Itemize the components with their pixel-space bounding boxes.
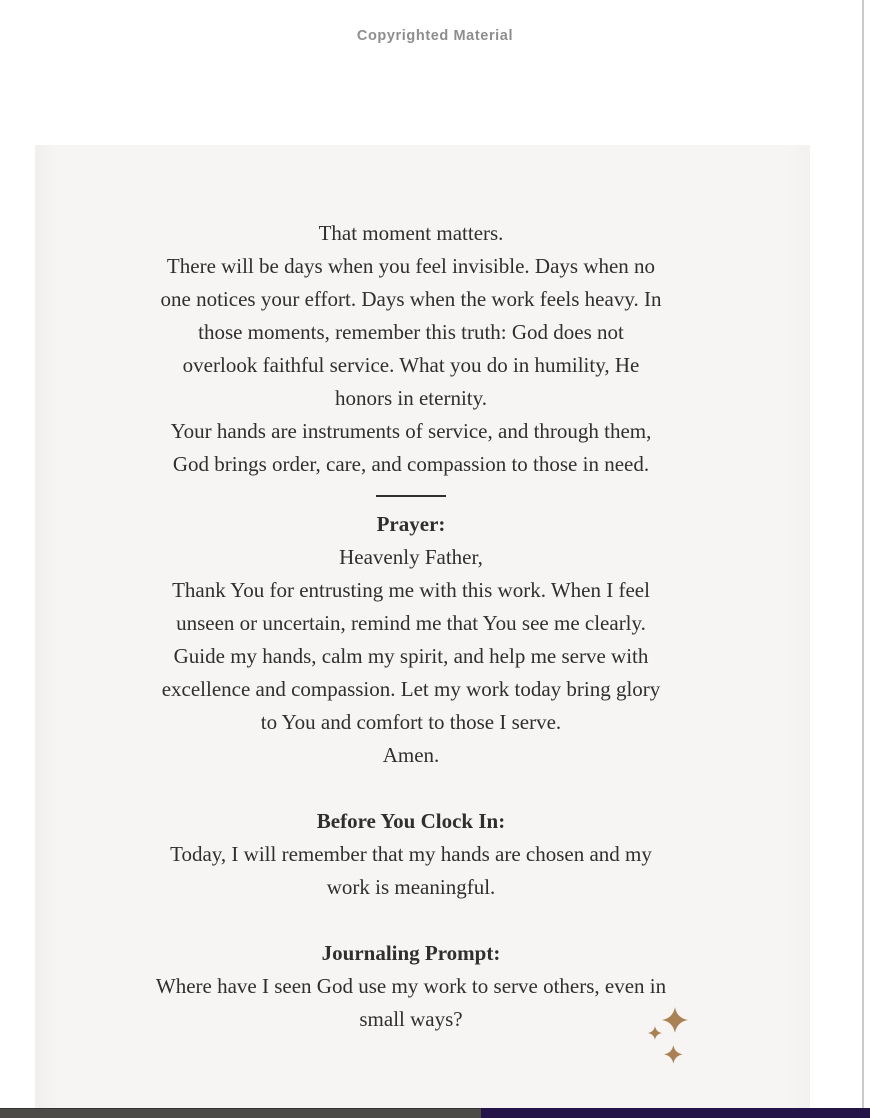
text-line: to You and comfort to those I serve. bbox=[260, 710, 562, 734]
bottom-bar-purple-segment bbox=[481, 1108, 870, 1118]
text-line: Amen. bbox=[382, 743, 440, 767]
text-line: God brings order, care, and compassion to those in need. bbox=[172, 452, 650, 476]
copyright-banner: Copyrighted Material bbox=[356, 28, 514, 44]
text-line: Today, I will remember that my hands are chosen and my bbox=[170, 842, 652, 866]
text-line: Your hands are instruments of service, and through them, bbox=[170, 419, 652, 443]
prayer-heading: Prayer: bbox=[376, 512, 446, 536]
viewer-edge-line bbox=[862, 0, 864, 1108]
text-line: work is meaningful. bbox=[326, 875, 496, 899]
text-line: overlook faithful service. What you do in humility, He bbox=[182, 353, 640, 377]
page-content bbox=[116, 217, 706, 1036]
bottom-bar bbox=[0, 1108, 870, 1118]
section-gap bbox=[116, 904, 706, 937]
text-line: That moment matters. bbox=[318, 221, 504, 245]
text-line: one notices your effort. Days when the work feels heavy. In bbox=[160, 287, 662, 311]
sparkles-icon bbox=[648, 1007, 696, 1065]
before-you-clock-in-body bbox=[116, 838, 706, 904]
text-line: small ways? bbox=[359, 1007, 463, 1031]
book-page bbox=[35, 145, 810, 1108]
text-line: honors in eternity. bbox=[334, 386, 488, 410]
text-line: Heavenly Father, bbox=[339, 545, 483, 569]
intro-paragraph bbox=[116, 217, 706, 481]
section-divider bbox=[376, 495, 446, 497]
text-line: those moments, remember this truth: God does not bbox=[198, 320, 624, 344]
text-line: Thank You for entrusting me with this work. When I feel bbox=[172, 578, 650, 602]
bottom-bar-gray-segment bbox=[0, 1108, 481, 1118]
journaling-prompt-heading: Journaling Prompt: bbox=[321, 941, 501, 965]
text-line: Where have I seen God use my work to serve others, even in bbox=[155, 974, 667, 998]
text-line: Guide my hands, calm my spirit, and help me serve with bbox=[173, 644, 649, 668]
journaling-prompt-body bbox=[116, 970, 706, 1036]
journaling-prompt-section bbox=[116, 937, 706, 1036]
before-you-clock-in-heading: Before You Clock In: bbox=[316, 809, 506, 833]
before-you-clock-in-section bbox=[116, 805, 706, 904]
section-gap bbox=[116, 772, 706, 805]
text-line: unseen or uncertain, remind me that You see me clearly. bbox=[176, 611, 646, 635]
prayer-body bbox=[116, 541, 706, 772]
text-line: There will be days when you feel invisible. Days when no bbox=[166, 254, 656, 278]
prayer-section bbox=[116, 508, 706, 772]
text-line: excellence and compassion. Let my work today bring glory bbox=[161, 677, 661, 701]
